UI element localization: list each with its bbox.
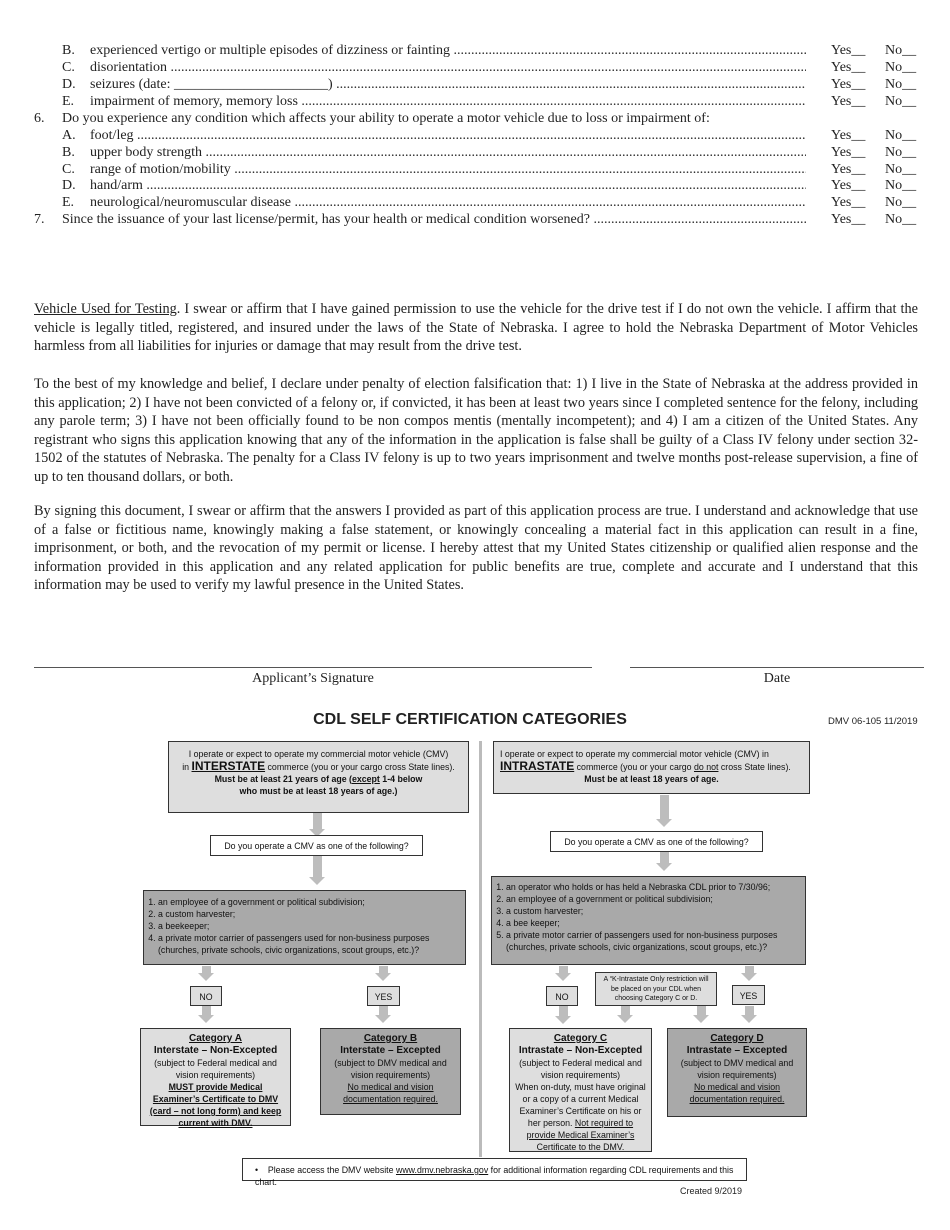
question-letter: C. <box>62 162 75 177</box>
intrastate-cross-text-2: cross State lines). <box>718 762 791 772</box>
no-option[interactable]: No__ <box>885 94 917 109</box>
question-text: seizures (date: ______________________) ..... <box>90 76 806 93</box>
question-number: 6. <box>34 111 45 126</box>
yes-option[interactable]: Yes__ <box>831 178 866 193</box>
arrow-down-icon <box>660 852 669 863</box>
question-row <box>34 161 924 178</box>
no-option[interactable]: No__ <box>885 145 917 160</box>
question-letter: A. <box>62 128 76 143</box>
bullet-icon: • <box>255 1165 268 1175</box>
dmv-website-link[interactable]: www.dmv.nebraska.gov <box>395 1165 489 1175</box>
list-item: 1. an operator who holds or has held a Nebraska CDL prior to 7/30/96; <box>506 881 801 893</box>
applicant-signature-line[interactable] <box>34 667 592 668</box>
applicant-signature-label: Applicant’s Signature <box>252 671 374 686</box>
question-text: foot/leg ..... <box>90 127 806 144</box>
question-text: Since the issuance of your last license/permit, has your health or medical condition worsened? ..... <box>62 211 806 228</box>
category-c-tail: Certificate to the DMV. <box>536 1142 625 1152</box>
intrastate-do-not: do not <box>694 762 719 772</box>
vehicle-heading: Vehicle Used for Testing <box>34 301 177 317</box>
list-item: 3. a custom harvester; <box>506 905 801 917</box>
yes-box-right: YES <box>732 985 765 1005</box>
interstate-line2 <box>173 760 464 773</box>
arrow-down-icon <box>660 795 669 819</box>
date-label: Date <box>763 671 791 686</box>
created-date: Created 9/2019 <box>680 1186 743 1196</box>
yes-option[interactable]: Yes__ <box>831 162 866 177</box>
category-c-subtitle: Intrastate – Non-Excepted <box>518 1045 643 1056</box>
question-letter: D. <box>62 178 76 193</box>
arrow-down-icon <box>621 1006 630 1015</box>
yes-option[interactable]: Yes__ <box>831 128 866 143</box>
category-a-title: Category A <box>189 1033 242 1044</box>
restriction-note: A “K-Intrastate Only restriction will be placed on your CDL when choosing Category C or D. <box>595 972 717 1006</box>
arrow-down-icon <box>313 856 322 877</box>
question-row <box>34 93 924 110</box>
category-c-body: When on-duty, must have original or a copy of a current Medical Examiner’s Certificate on his or her person. <box>515 1082 646 1128</box>
list-item: 3. a beekeeper; <box>158 920 461 932</box>
arrow-down-icon <box>379 966 388 973</box>
question-letter: B. <box>62 145 75 160</box>
arrow-down-icon <box>313 813 322 829</box>
interstate-cross-text: commerce (you or your cargo cross State lines). <box>265 762 455 772</box>
question-text: Do you experience any condition which affects your ability to operate a motor vehicle due to loss or impairment of: <box>62 111 710 126</box>
category-b-subtitle: Interstate – Excepted <box>340 1045 441 1056</box>
interstate-box <box>168 741 469 813</box>
question-row <box>34 76 924 93</box>
arrow-down-icon <box>559 966 568 973</box>
category-d-note: (subject to DMV medical and vision requirements) <box>680 1058 794 1080</box>
footer-text: Please access the DMV website <box>267 1165 396 1175</box>
question-box-left: Do you operate a CMV as one of the following? <box>210 835 423 856</box>
question-letter: C. <box>62 60 75 75</box>
intrastate-age: Must be at least 18 years of age. <box>584 774 719 784</box>
no-option[interactable]: No__ <box>885 43 917 58</box>
question-row <box>34 177 924 194</box>
category-c-box <box>509 1028 652 1152</box>
yes-option[interactable]: Yes__ <box>831 145 866 160</box>
question-letter: E. <box>62 195 75 210</box>
question-number: 7. <box>34 212 45 227</box>
footer-note <box>242 1158 747 1187</box>
list-item: 2. a custom harvester; <box>158 908 461 920</box>
category-d-requirement: No medical and vision documentation required. <box>689 1082 785 1104</box>
no-option[interactable]: No__ <box>885 178 917 193</box>
intrastate-line2 <box>500 760 803 773</box>
list-item: 2. an employee of a government or political subdivision; <box>506 893 801 905</box>
category-c-note: (subject to Federal medical and vision requirements) <box>519 1058 642 1080</box>
arrow-down-icon <box>745 1006 754 1015</box>
question-text: experienced vertigo or multiple episodes of dizziness or fainting ..... <box>90 42 806 59</box>
intrastate-cross-text: commerce (you or your cargo <box>574 762 694 772</box>
category-d-title: Category D <box>710 1033 764 1044</box>
interstate-age-line <box>173 773 464 785</box>
category-d-box <box>667 1028 807 1117</box>
list-item: 1. an employee of a government or political subdivision; <box>158 896 461 908</box>
category-b-note: (subject to DMV medical and vision requirements) <box>334 1058 447 1080</box>
right-criteria-list <box>491 876 806 965</box>
yes-option[interactable]: Yes__ <box>831 43 866 58</box>
no-option[interactable]: No__ <box>885 195 917 210</box>
question-text: upper body strength ..... <box>90 144 806 161</box>
yes-option[interactable]: Yes__ <box>831 94 866 109</box>
attestation-paragraph: By signing this document, I swear or affirm that the answers I provided as part of this application process are true. I understand and acknowledge that use of a false or fictitious name, knowingly making a false statement, or knowingly concealing a material fact in this application can result in a fine, imprisonment, or both, and the revocation of my permit or license. I hereby attest that my United States citizenship or qualified alien response and the information provided in this application and any related application for public benefits are true, complete and accurate and I understand that this information may be used to verify my lawful presence in the United States. <box>34 503 918 593</box>
declaration-paragraph: To the best of my knowledge and belief, I declare under penalty of election falsification that: 1) I live in the State of Nebraska at the address provided in this application; 2) I have not been convicted of a felony or, if convicted, it has been at least two years since I completed sentence for the felony, including any parole term; 3) I have not been officially found to be non compos mentis (mentally incompetent); and 4) I am a citizen of the United States. Any registrant who signs this application knowing that any of the information in the application is false shall be guilty of a Class IV felony under section 32-1502 of the statutes of Nebraska. The penalty for a Class IV felony is up to two years imprisonment and twelve months post-release supervision, a fine of up to ten thousand dollars, or both. <box>34 376 918 485</box>
arrow-down-icon <box>202 1006 211 1015</box>
no-box-right: NO <box>546 986 578 1006</box>
intrastate-keyword: INTRASTATE <box>500 759 575 773</box>
interstate-line1: I operate or expect to operate my commercial motor vehicle (CMV) <box>188 749 449 759</box>
question-letter: D. <box>62 77 76 92</box>
category-d-subtitle: Intrastate – Excepted <box>686 1045 788 1056</box>
category-c-not-required: Not required to provide Medical Examiner’s <box>526 1118 635 1140</box>
category-b-title: Category B <box>363 1033 418 1044</box>
category-b-requirement: No medical and vision documentation required. <box>343 1082 438 1104</box>
no-option[interactable]: No__ <box>885 162 917 177</box>
question-text: disorientation ..... <box>90 59 806 76</box>
no-option[interactable]: No__ <box>885 60 917 75</box>
interstate-age-line2: who must be at least 18 years of age.) <box>239 786 398 796</box>
yes-option[interactable]: Yes__ <box>831 77 866 92</box>
no-option[interactable]: No__ <box>885 128 917 143</box>
no-option[interactable]: No__ <box>885 77 917 92</box>
question-row <box>34 59 924 76</box>
footer-text-end: for additional information regarding CDL requirements and this chart. <box>255 1165 734 1187</box>
vehicle-used-for-testing <box>34 300 918 356</box>
yes-option[interactable]: Yes__ <box>831 195 866 210</box>
yes-box-left: YES <box>367 986 400 1006</box>
no-option[interactable]: No__ <box>885 212 917 227</box>
arrow-down-icon <box>559 1006 568 1016</box>
category-a-subtitle: Interstate – Non-Excepted <box>153 1045 278 1056</box>
question-row <box>34 42 924 59</box>
question-row <box>34 110 924 127</box>
left-criteria-list <box>143 890 466 965</box>
question-text: neurological/neuromuscular disease ..... <box>90 194 806 211</box>
interstate-in: in <box>182 762 192 772</box>
question-text: hand/arm ..... <box>90 177 806 194</box>
arrow-down-icon <box>202 966 211 973</box>
list-item: 4. a bee keeper; <box>506 917 801 929</box>
interstate-except: except <box>351 774 380 784</box>
question-text: impairment of memory, memory loss ..... <box>90 93 806 110</box>
interstate-age-text: Must be at least 21 years of age ( <box>214 774 352 784</box>
question-row <box>34 127 924 144</box>
chart-title: CDL SELF CERTIFICATION CATEGORIES <box>313 711 627 728</box>
date-line[interactable] <box>630 667 924 668</box>
category-b-box <box>320 1028 461 1115</box>
interstate-keyword: INTERSTATE <box>191 759 266 773</box>
question-row <box>34 194 924 211</box>
category-a-box <box>140 1028 291 1126</box>
interstate-below-text: 1-4 below <box>379 774 423 784</box>
vehicle-body: . I swear or affirm that I have gained permission to use the vehicle for the drive test if I do not own the vehicle. I affirm that the vehicle is legally titled, registered, and insured under the laws of the State of Nebraska. I agree to hold the Nebraska Department of Motor Vehicles harmless from all liabilities for injuries or damage that may result from the drive test. <box>34 301 918 354</box>
list-item: 5. a private motor carrier of passengers used for non-business purposes (churches, private schools, civic organizations, scout groups, etc.)? <box>506 929 801 953</box>
category-c-title: Category C <box>553 1033 608 1044</box>
category-c-requirement <box>513 1081 648 1153</box>
no-box-left: NO <box>190 986 222 1006</box>
arrow-down-icon <box>745 966 754 973</box>
arrow-down-icon <box>697 1006 706 1015</box>
category-a-requirement: MUST provide Medical Examiner’s Certificate to DMV (card – not long form) and keep current with DMV. <box>149 1082 282 1128</box>
question-row <box>34 144 924 161</box>
question-letter: B. <box>62 43 75 58</box>
category-a-note: (subject to Federal medical and vision requirements) <box>154 1058 277 1080</box>
question-row <box>34 211 924 228</box>
question-box-right: Do you operate a CMV as one of the following? <box>550 831 763 852</box>
arrow-down-icon <box>379 1006 388 1015</box>
question-text: range of motion/mobility ..... <box>90 161 806 178</box>
intrastate-box <box>493 741 810 794</box>
intrastate-line1: I operate or expect to operate my commercial motor vehicle (CMV) in <box>500 749 769 759</box>
form-id: DMV 06-105 11/2019 <box>828 716 918 727</box>
chart-divider <box>479 741 482 1157</box>
yes-option[interactable]: Yes__ <box>831 60 866 75</box>
question-letter: E. <box>62 94 75 109</box>
list-item: 4. a private motor carrier of passengers used for non-business purposes (churches, private schools, civic organizations, scout groups, etc.)? <box>158 932 461 956</box>
yes-option[interactable]: Yes__ <box>831 212 866 227</box>
